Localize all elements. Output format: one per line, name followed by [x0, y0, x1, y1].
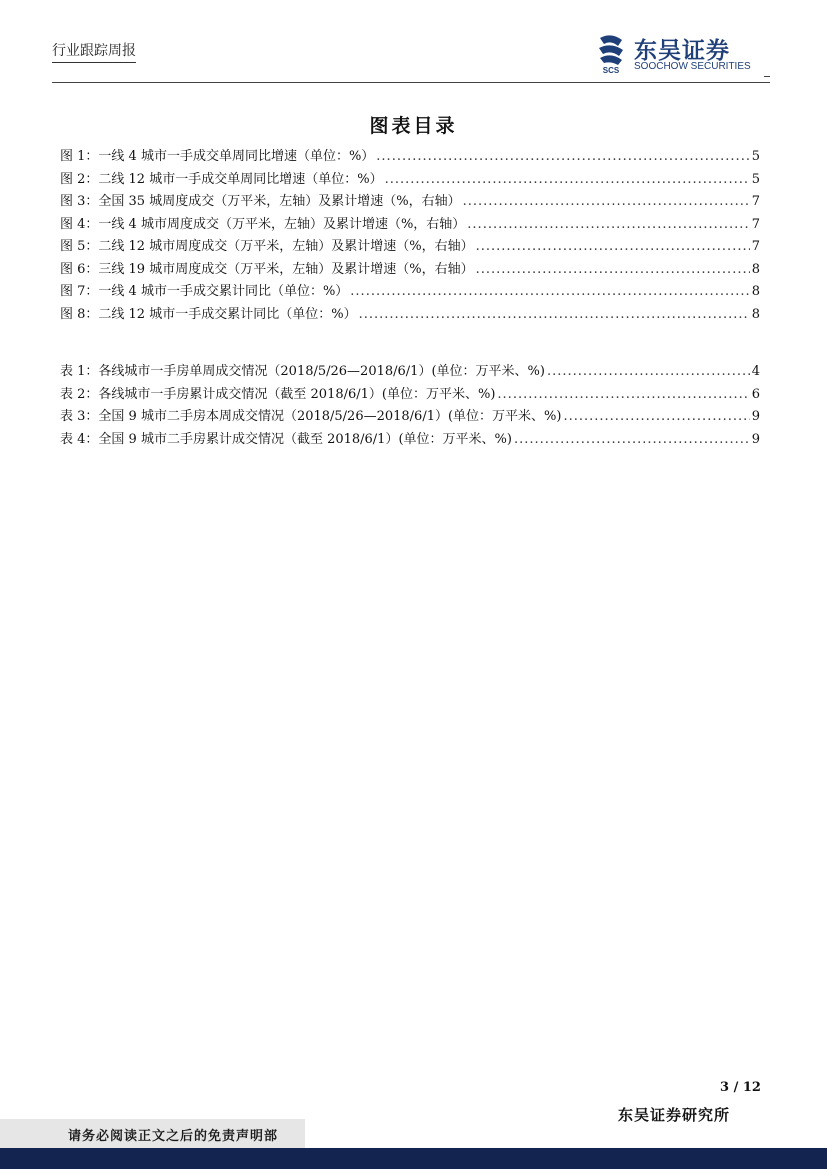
toc-entry-figure-7[interactable] — [60, 281, 760, 304]
toc-entry-label: 图 8：二线 12 城市一手成交累计同比（单位：%） — [60, 306, 357, 322]
disclaimer-tab — [0, 1119, 305, 1148]
toc-entry-page: 8 — [751, 284, 760, 299]
toc-leader-dots — [514, 429, 750, 452]
toc-entry-page: 6 — [751, 386, 760, 402]
toc-entry-page: 9 — [751, 409, 760, 424]
toc-leader-dots — [476, 236, 750, 259]
toc-entry-page: 4 — [751, 364, 760, 379]
toc-leader-dots — [497, 384, 749, 407]
toc-entry-figure-2[interactable] — [60, 169, 760, 192]
toc-entry-label: 图 2：二线 12 城市一手成交单周同比增速（单位：%） — [60, 171, 383, 187]
footer-institute: 东吴证券研究所 — [618, 1106, 731, 1124]
toc-entry-figure-1[interactable] — [60, 146, 760, 169]
toc-entry-label: 表 4：全国 9 城市二手房累计成交情况（截至 2018/6/1）(单位：万平米、%) — [60, 431, 512, 447]
toc-entry-page: 5 — [751, 171, 760, 187]
toc-leader-dots — [376, 146, 749, 169]
toc-entry-label: 图 1：一线 4 城市一手成交单周同比增速（单位：%） — [60, 149, 375, 164]
footer-band — [0, 1148, 827, 1169]
toc-entry-label: 表 3：全国 9 城市二手房本周成交情况（2018/5/26—2018/6/1）(单位：万平米、%) — [60, 409, 562, 424]
logo-mark-text: SCS — [602, 66, 620, 74]
toc-entry-figure-6[interactable] — [60, 259, 760, 282]
toc-entry-page: 8 — [751, 261, 760, 277]
header-tick — [764, 76, 770, 77]
header-report-type: 行业跟踪周报 — [52, 40, 136, 63]
toc-entry-label: 表 2：各线城市一手房累计成交情况（截至 2018/6/1）(单位：万平米、%) — [60, 386, 496, 402]
toc-entry-label: 图 7：一线 4 城市一手成交累计同比（单位：%） — [60, 284, 349, 299]
toc-leader-dots — [463, 191, 750, 214]
toc-entry-table-2[interactable] — [60, 384, 760, 407]
toc-leader-dots — [476, 259, 750, 282]
toc-entry-label: 表 1：各线城市一手房单周成交情况（2018/5/26—2018/6/1）(单位：万平米、%) — [60, 364, 545, 379]
scs-logo-icon — [596, 34, 626, 74]
toc-leader-dots — [547, 361, 750, 384]
disclaimer-text: 请务必阅读正文之后的免责声明部 — [68, 1129, 279, 1144]
toc-entry-label: 图 6：三线 19 城市周度成交（万平米，左轴）及累计增速（%，右轴） — [60, 261, 474, 277]
toc-leader-dots — [359, 304, 750, 327]
toc-entry-page: 7 — [751, 194, 760, 209]
toc-entry-table-1[interactable] — [60, 361, 760, 384]
toc-leader-dots — [467, 214, 749, 237]
toc-entry-page: 5 — [751, 149, 760, 164]
company-logo — [596, 34, 771, 76]
toc-entry-page: 8 — [751, 306, 760, 322]
toc-entry-table-3[interactable] — [60, 406, 760, 429]
toc-entry-page: 9 — [751, 431, 760, 447]
toc-entry-table-4[interactable] — [60, 429, 760, 452]
toc-entry-label: 图 5：二线 12 城市周度成交（万平米，左轴）及累计增速（%，右轴） — [60, 239, 474, 254]
toc-entry-page: 7 — [751, 239, 760, 254]
toc-entry-figure-8[interactable] — [60, 304, 760, 327]
toc-entry-figure-5[interactable] — [60, 236, 760, 259]
toc-leader-dots — [350, 281, 749, 304]
logo-brand-cn: 东吴证券 — [634, 38, 730, 64]
toc-entry-page: 7 — [751, 216, 760, 232]
page-number: 3 / 12 — [720, 1080, 761, 1095]
toc-entry-figure-3[interactable] — [60, 191, 760, 214]
toc-entry-label: 图 4：一线 4 城市周度成交（万平米，左轴）及累计增速（%，右轴） — [60, 216, 466, 232]
toc-title: 图表目录 — [369, 115, 458, 137]
table-list — [60, 361, 760, 451]
toc-leader-dots — [385, 169, 750, 192]
toc-entry-figure-4[interactable] — [60, 214, 760, 237]
toc-entry-label: 图 3：全国 35 城周度成交（万平米，左轴）及累计增速（%，右轴） — [60, 194, 461, 209]
toc-leader-dots — [563, 406, 749, 429]
figure-list — [60, 146, 760, 326]
logo-brand-en: SOOCHOW SECURITIES — [634, 61, 751, 72]
header-divider — [52, 82, 770, 83]
